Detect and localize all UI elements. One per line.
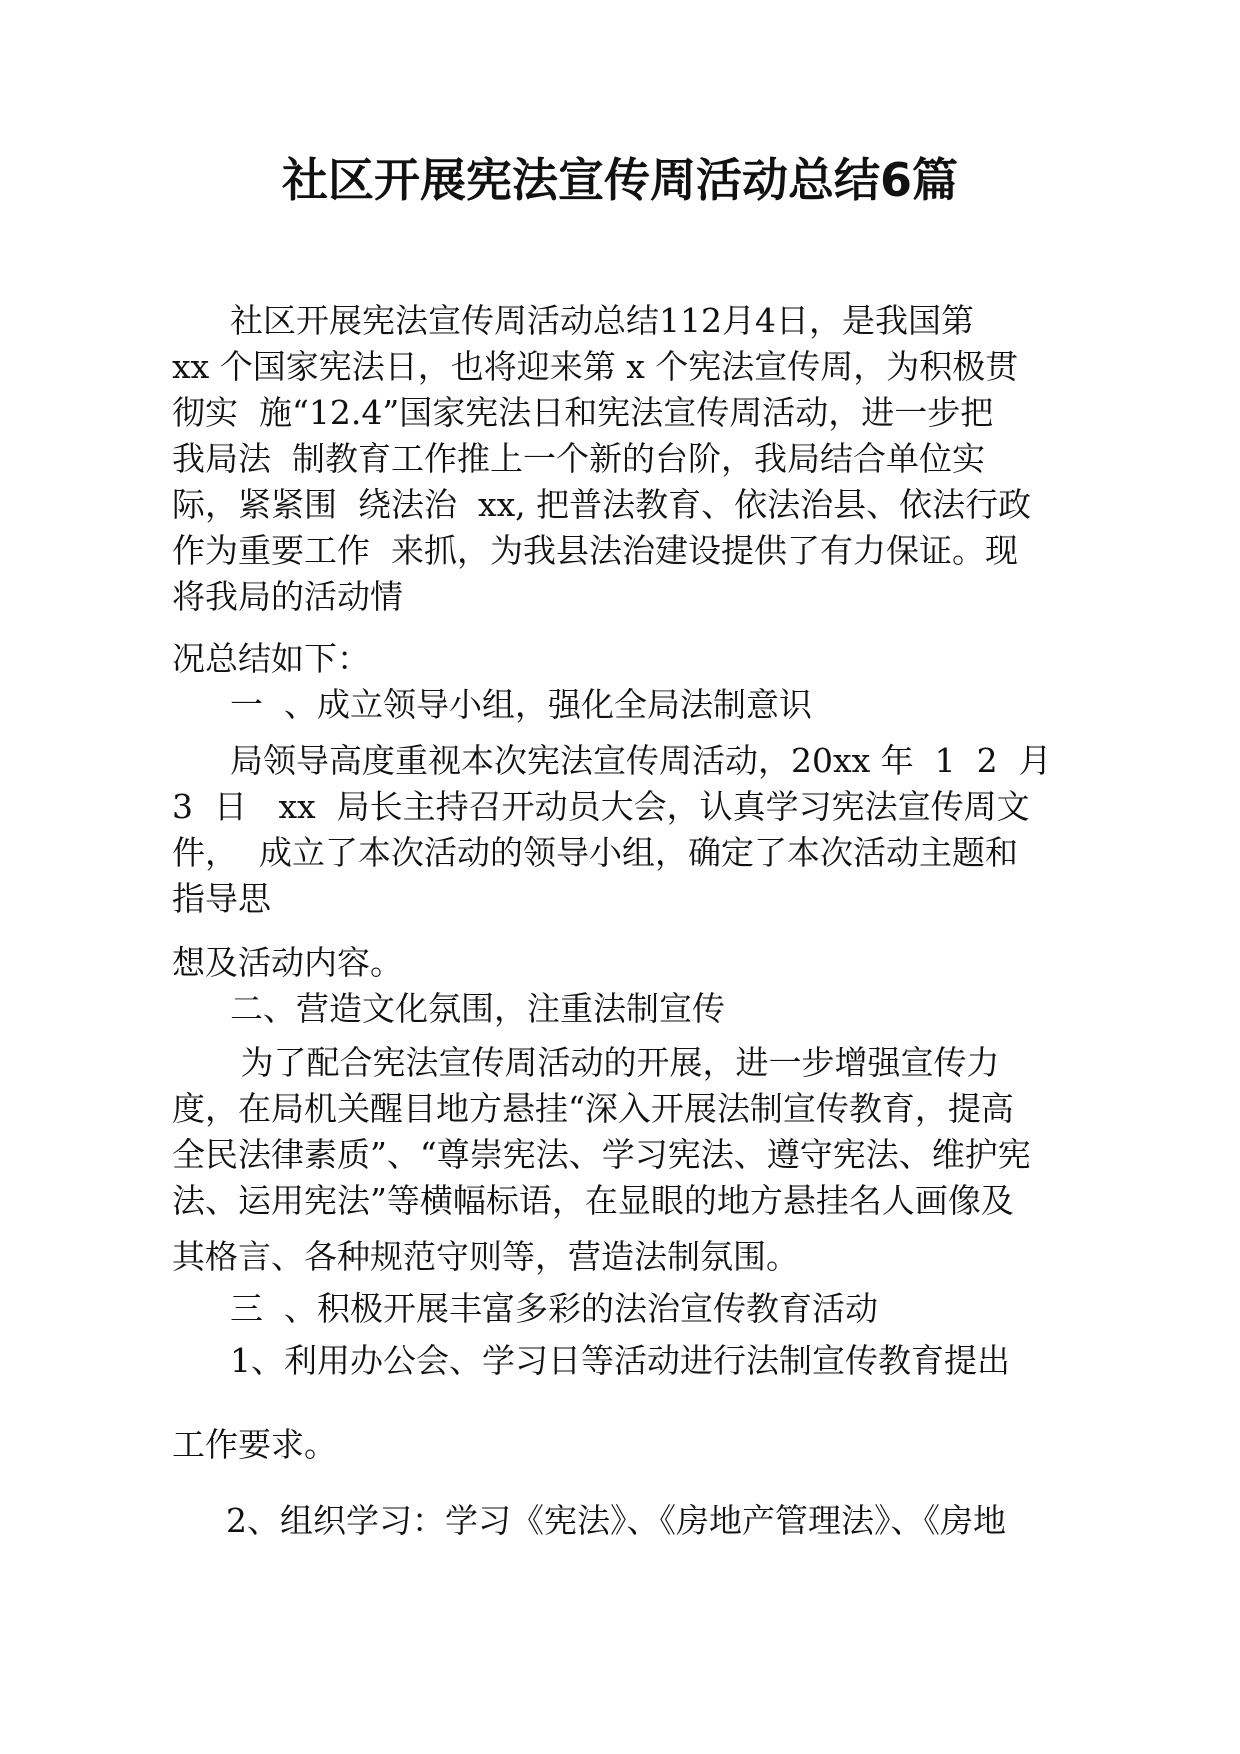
paragraph-line: 况总结如下： xyxy=(172,639,370,678)
paragraph-line: 彻实 施“12.4”国家宪法日和宪法宣传周活动，进一步把 xyxy=(172,393,994,432)
paragraph-line: 件， 成立了本次活动的领导小组，确定了本次活动主题和 xyxy=(172,833,1018,872)
paragraph-line: 际，紧紧围 绕法治 xx, 把普法教育、依法治县、依法行政 xyxy=(172,485,1032,524)
document-title: 社区开展宪法宣传周活动总结6篇 xyxy=(281,153,958,207)
paragraph-line: xx 个国家宪法日，也将迎来第 x 个宪法宣传周，为积极贯 xyxy=(172,347,1019,386)
paragraph-line: 3 日 xx 局长主持召开动员大会，认真学习宪法宣传周文 xyxy=(172,787,1030,826)
section-heading: 三 、积极开展丰富多彩的法治宣传教育活动 xyxy=(230,1289,878,1328)
paragraph-line: 工作要求。 xyxy=(172,1425,337,1464)
paragraph-line: 其格言、各种规范守则等，营造法制氛围。 xyxy=(172,1237,799,1276)
paragraph-line: 社区开展宪法宣传周活动总结112月4日，是我国第 xyxy=(230,301,974,340)
paragraph-line: 指导思 xyxy=(172,879,271,918)
paragraph-line: 法、运用宪法”等横幅标语，在显眼的地方悬挂名人画像及 xyxy=(172,1181,1014,1220)
paragraph-line: 为了配合宪法宣传周活动的开展，进一步增强宣传力 xyxy=(230,1043,1000,1082)
paragraph-line: 度，在局机关醒目地方悬挂“深入开展法制宣传教育，提高 xyxy=(172,1089,1014,1128)
paragraph-line: 我局法 制教育工作推上一个新的台阶，我局结合单位实 xyxy=(172,439,985,478)
section-heading: 二、营造文化氛围，注重法制宣传 xyxy=(230,989,725,1028)
paragraph-line: 1、利用办公会、学习日等活动进行法制宣传教育提出 xyxy=(230,1341,1010,1380)
paragraph-line: 想及活动内容。 xyxy=(172,943,403,982)
paragraph-line: 2、组织学习：学习《宪法》、《房地产管理法》、《房地 xyxy=(226,1501,1006,1540)
section-heading: 一 、成立领导小组，强化全局法制意识 xyxy=(230,685,812,724)
paragraph-line: 全民法律素质”、“尊崇宪法、学习宪法、遵守宪法、维护宪 xyxy=(172,1135,1031,1174)
paragraph-line: 局领导高度重视本次宪法宣传周活动，20xx 年 1 2 月 xyxy=(230,741,1052,780)
paragraph-line: 将我局的活动情 xyxy=(172,577,403,616)
paragraph-line: 作为重要工作 来抓，为我县法治建设提供了有力保证。现 xyxy=(172,531,1018,570)
